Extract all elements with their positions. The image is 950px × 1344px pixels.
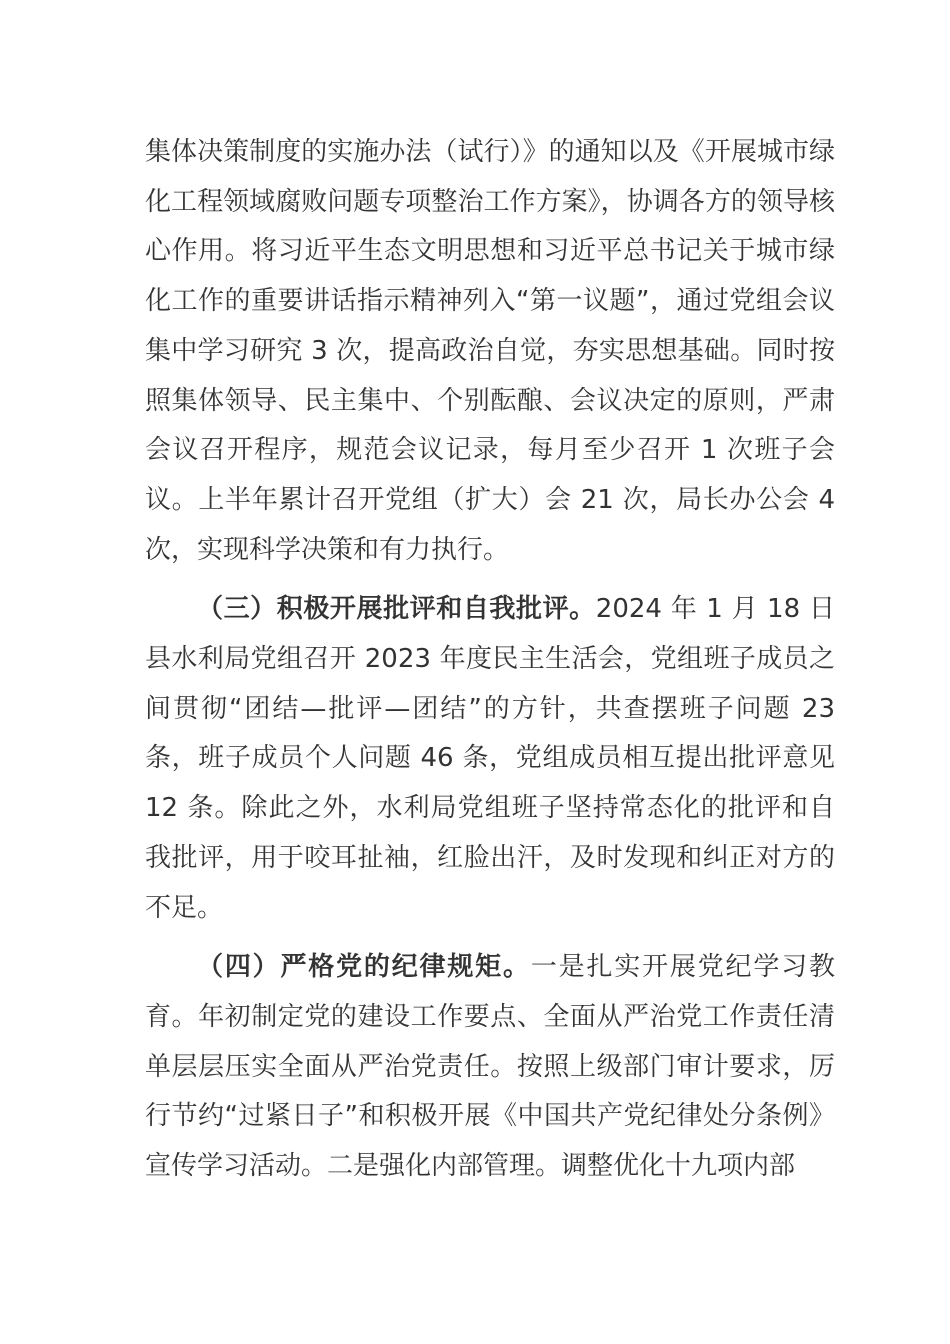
paragraph-continuation	[145, 128, 835, 575]
paragraph-text: 2024 年 1 月 18 日县水利局党组召开 2023 年度民主生活会，党组班子成员之间贯彻“团结—批评—团结”的方针，共查摆班子问题 23 条，班子成员个人问题 46 条，党组成员相互提出批评意见 12 条。除此之外，水利局党组班子坚持常态化的批评和自我批评，用于咬耳扯袖，红脸出汗，及时发现和纠正对方的不足。	[145, 594, 835, 923]
document-body	[145, 128, 835, 1192]
paragraph-heading: （四）严格党的纪律规矩。	[197, 952, 531, 983]
paragraph-heading: （三）积极开展批评和自我批评。	[197, 594, 596, 625]
paragraph-text: 一是扎实开展党纪学习教育。年初制定党的建设工作要点、全面从严治党工作责任清单层层压实全面从严治党责任。按照上级部门审计要求，厉行节约“过紧日子”和积极开展《中国共产党纪律处分条例》宣传学习活动。二是强化内部管理。调整优化十九项内部	[145, 952, 835, 1182]
paragraph-criticism	[145, 585, 835, 933]
paragraph-discipline	[145, 943, 835, 1192]
paragraph-text: 集体决策制度的实施办法（试行）》的通知以及《开展城市绿化工程领域腐败问题专项整治工作方案》，协调各方的领导核心作用。将习近平生态文明思想和习近平总书记关于城市绿化工作的重要讲话指示精神列入“第一议题”，通过党组会议集中学习研究 3 次，提高政治自觉，夯实思想基础。同时按照集体领导、民主集中、个别酝酿、会议决定的原则，严肃会议召开程序，规范会议记录，每月至少召开 1 次班子会议。上半年累计召开党组（扩大）会 21 次，局长办公会 4 次，实现科学决策和有力执行。	[145, 137, 835, 565]
